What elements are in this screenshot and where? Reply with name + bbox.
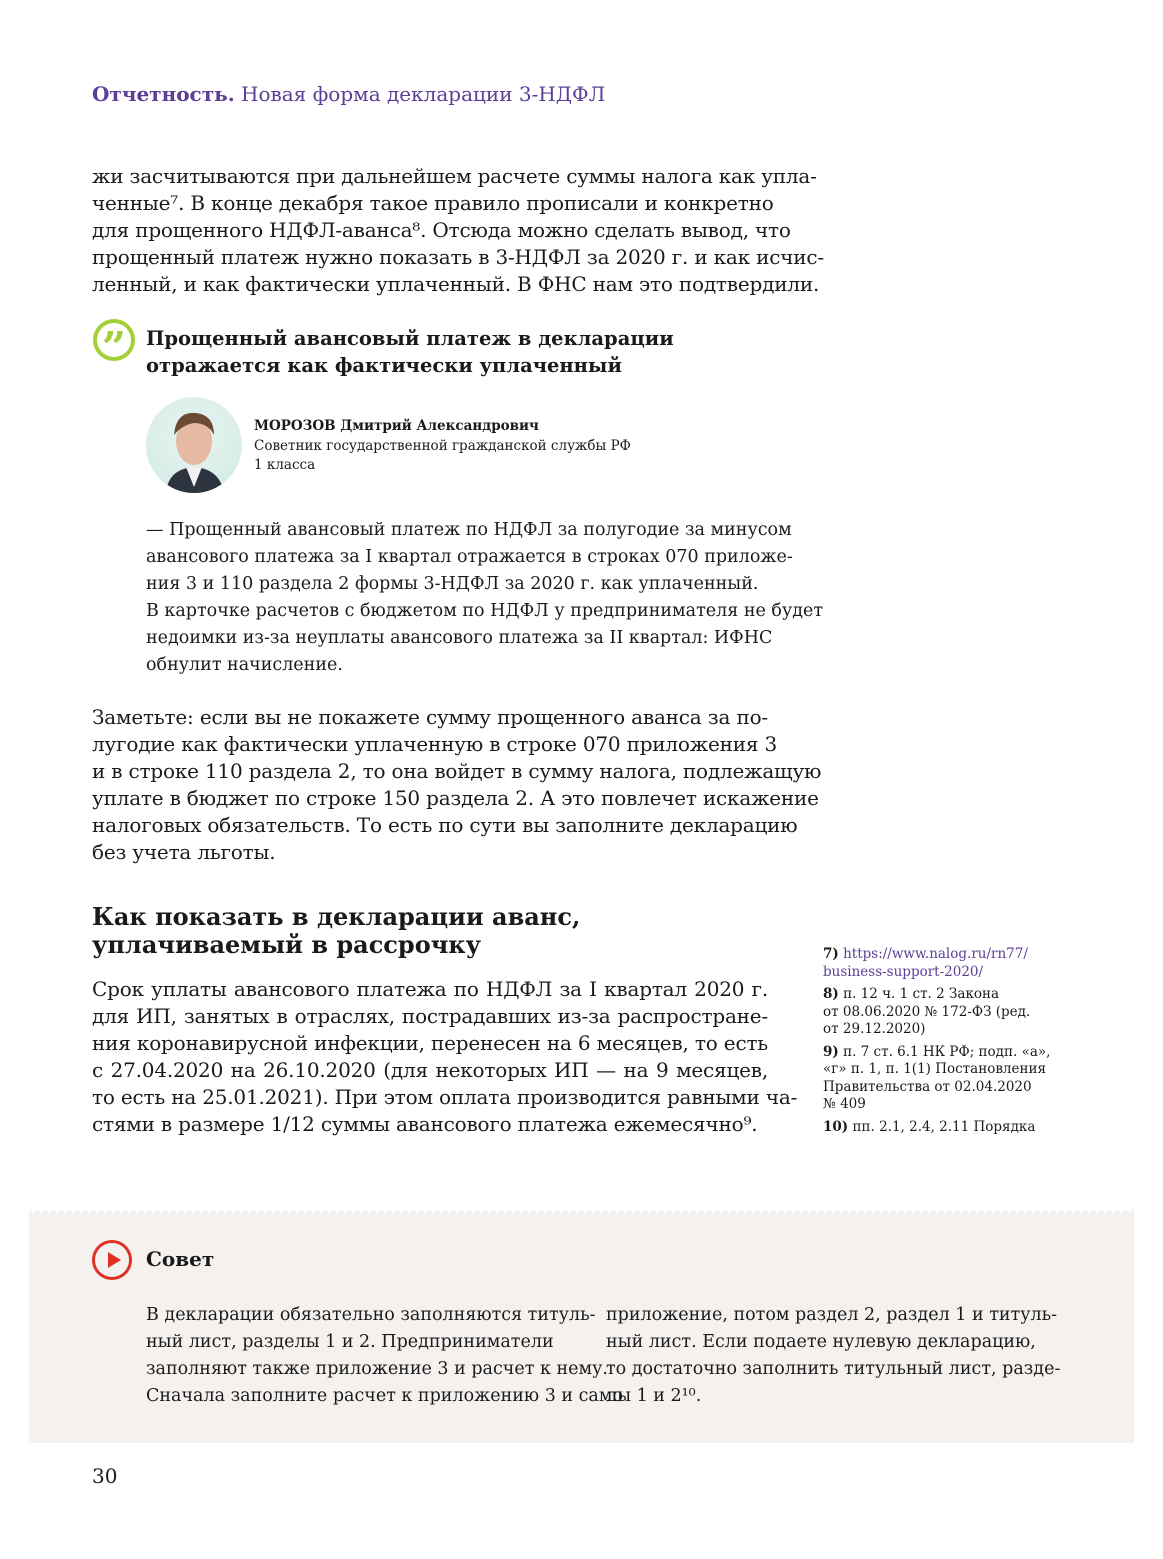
- text-line: приложение, потом раздел 2, раздел 1 и титуль-: [606, 1305, 1058, 1325]
- expert-role: [254, 437, 631, 475]
- footnote-text: п. 12 ч. 1 ст. 2 Закона: [843, 986, 1000, 1002]
- paragraph-intro: [92, 163, 824, 298]
- quote-icon: ”: [93, 319, 135, 361]
- text-line: для ИП, занятых в отраслях, пострадавших из-за распростране-: [92, 1004, 768, 1028]
- text-line: Срок уплаты авансового платежа по НДФЛ за I квартал 2020 г.: [92, 977, 768, 1001]
- text-line: Прощенный авансовый платеж в декларации: [146, 327, 674, 350]
- quote-text: [146, 517, 823, 679]
- text-line: жи засчитываются при дальнейшем расчете суммы налога как упла-: [92, 164, 817, 188]
- section-name: Отчетность.: [92, 82, 235, 106]
- text-line: стями в размере 1/12 суммы авансового платежа ежемесячно⁹.: [92, 1112, 758, 1136]
- footnote-first-line: [823, 986, 1050, 1004]
- text-line: 1 класса: [254, 457, 316, 473]
- footnote-first-line: [823, 1044, 1050, 1062]
- footnotes: [823, 946, 1050, 1141]
- footnote-text: пп. 2.1, 2.4, 2.11 Порядка: [852, 1118, 1036, 1135]
- text-line: прощенный платеж нужно показать в 3-НДФЛ за 2020 г. и как исчис-: [92, 245, 824, 269]
- text-line: ченные⁷. В конце декабря такое правило прописали и конкретно: [92, 191, 774, 215]
- text-line: то есть на 25.01.2021). При этом оплата производится равными ча-: [92, 1085, 798, 1109]
- text-line: с 27.04.2020 на 26.10.2020 (для некоторых ИП — на 9 месяцев,: [92, 1058, 768, 1082]
- footnote-text: от 08.06.2020 № 172-ФЗ (ред.: [823, 1003, 1031, 1020]
- text-line: ния 3 и 110 раздела 2 формы 3-НДФЛ за 2020 г. как уплаченный.: [146, 574, 759, 594]
- text-line: Советник государственной гражданской службы РФ: [254, 438, 631, 454]
- footnote-text: п. 7 ст. 6.1 НК РФ; подп. «а»,: [843, 1043, 1051, 1060]
- page-number: 30: [92, 1464, 118, 1488]
- expert-photo: [146, 397, 242, 493]
- text-line: лугодие как фактически уплаченную в строке 070 приложения 3: [92, 732, 777, 756]
- text-line: ный лист, разделы 1 и 2. Предприниматели: [146, 1332, 554, 1352]
- text-line: Сначала заполните расчет к приложению 3 и само: [146, 1386, 624, 1406]
- text-line: отражается как фактически уплаченный: [146, 354, 622, 377]
- header-title: Новая форма декларации 3-НДФЛ: [241, 82, 606, 106]
- paragraph-installments: [92, 976, 798, 1138]
- text-line: В декларации обязательно заполняются титуль-: [146, 1305, 596, 1325]
- tip-title: Совет: [146, 1247, 215, 1271]
- footnote-link[interactable]: https://www.nalog.ru/rn77/: [843, 946, 1028, 962]
- text-line: — Прощенный авансовый платеж по НДФЛ за полугодие за минусом: [146, 520, 792, 540]
- text-line: налоговых обязательств. То есть по сути вы заполните декларацию: [92, 813, 798, 837]
- text-line: и в строке 110 раздела 2, то она войдет в сумму налога, подлежащую: [92, 759, 822, 783]
- text-line: ный лист. Если подаете нулевую декларацию,: [606, 1332, 1036, 1352]
- footnote: [823, 1044, 1050, 1114]
- text-line: уплате в бюджет по строке 150 раздела 2. А это повлечет искажение: [92, 786, 819, 810]
- tip-column-1: [146, 1302, 623, 1410]
- text-line: уплачиваемый в рассрочку: [92, 930, 481, 959]
- text-line: В карточке расчетов с бюджетом по НДФЛ у предпринимателя не будет: [146, 601, 824, 621]
- text-line: Как показать в декларации аванс,: [92, 902, 581, 931]
- footnote-text: от 29.12.2020): [823, 1021, 926, 1037]
- text-line: то достаточно заполнить титульный лист, разде-: [606, 1359, 1061, 1379]
- tip-column-2: [606, 1302, 1060, 1410]
- portrait-image: [146, 397, 242, 493]
- footnote-first-line: [823, 1119, 1050, 1137]
- footnote-text: № 409: [823, 1096, 866, 1112]
- footnote: [823, 1119, 1050, 1137]
- text-line: ния коронавирусной инфекции, перенесен на 6 месяцев, то есть: [92, 1031, 768, 1055]
- footnote-text: «г» п. 1, п. 1(1) Постановления: [823, 1061, 1047, 1077]
- quote-title: [146, 325, 674, 379]
- footnote-number: 8): [823, 986, 839, 1002]
- footnote-number: 7): [823, 946, 839, 962]
- text-line: ленный, и как фактически уплаченный. В ФНС нам это подтвердили.: [92, 272, 820, 296]
- text-line: авансового платежа за I квартал отражается в строках 070 приложе-: [146, 547, 793, 567]
- text-line: для прощенного НДФЛ-аванса⁸. Отсюда можно сделать вывод, что: [92, 218, 791, 242]
- footnote-link[interactable]: business-support-2020/: [823, 963, 984, 980]
- footnote-number: 10): [823, 1118, 849, 1135]
- footnote-number: 9): [823, 1043, 839, 1060]
- running-header: [92, 82, 605, 106]
- text-line: лы 1 и 2¹⁰.: [606, 1386, 702, 1406]
- expert-name: МОРОЗОВ Дмитрий Александрович: [254, 418, 539, 434]
- text-line: без учета льготы.: [92, 840, 276, 864]
- section-heading: [92, 903, 580, 959]
- text-line: обнулит начисление.: [146, 655, 343, 675]
- text-line: Заметьте: если вы не покажете сумму прощенного аванса за по-: [92, 705, 768, 729]
- footnote: [823, 946, 1050, 981]
- text-line: недоимки из-за неуплаты авансового платежа за II квартал: ИФНС: [146, 628, 773, 648]
- text-line: заполняют также приложение 3 и расчет к нему.: [146, 1359, 608, 1379]
- footnote: [823, 986, 1050, 1039]
- footnote-text: Правительства от 02.04.2020: [823, 1078, 1032, 1095]
- play-icon: [92, 1240, 132, 1280]
- footnote-first-line: [823, 946, 1050, 964]
- paragraph-note: [92, 704, 822, 866]
